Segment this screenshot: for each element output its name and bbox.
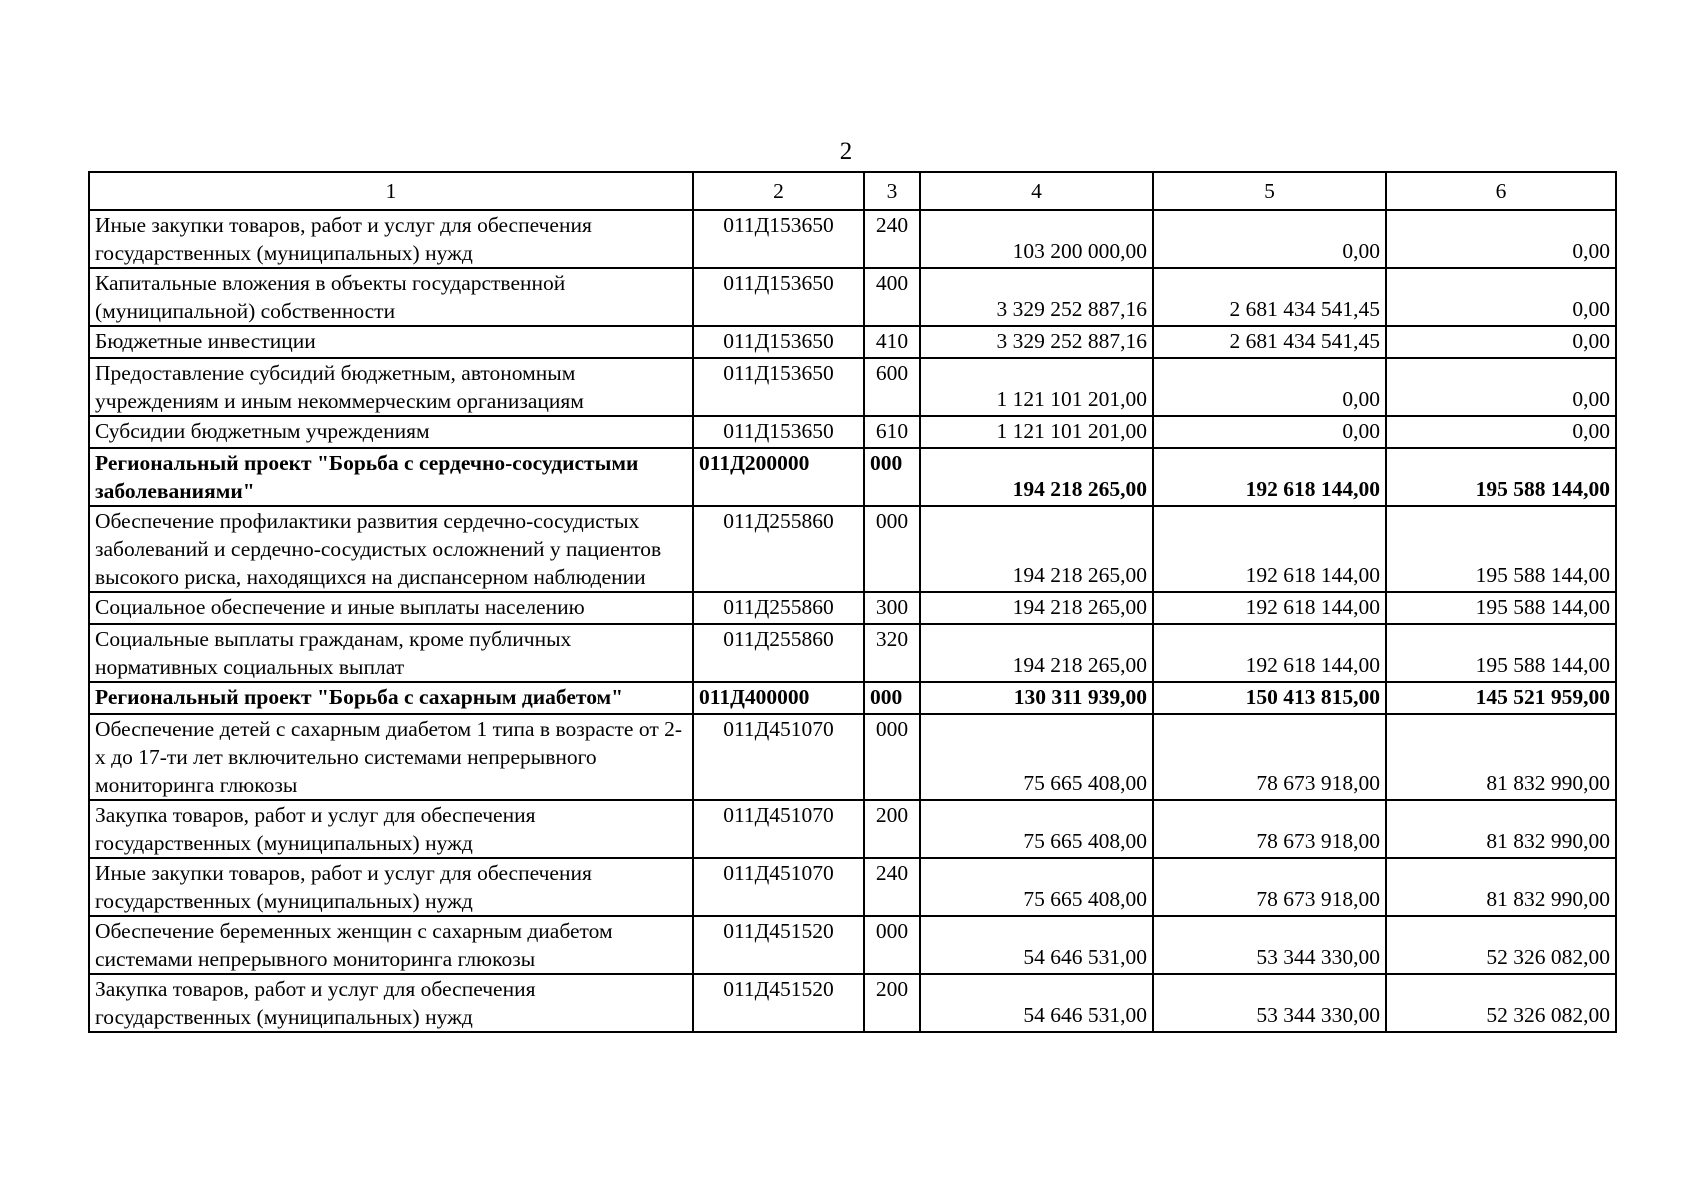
column-header: 2 xyxy=(693,172,864,210)
row-type-cell: 410 xyxy=(864,326,920,358)
table-row xyxy=(89,916,1616,974)
column-header: 5 xyxy=(1153,172,1386,210)
row-name-cell: Социальное обеспечение и иные выплаты населению xyxy=(89,592,693,624)
row-name-cell: Региональный проект "Борьба с сердечно-сосудистыми заболеваниями" xyxy=(89,448,693,506)
row-name-cell: Капитальные вложения в объекты государственной (муниципальной) собственности xyxy=(89,268,693,326)
row-amount-col5-cell: 150 413 815,00 xyxy=(1153,682,1386,714)
table-row xyxy=(89,358,1616,416)
row-name-cell: Субсидии бюджетным учреждениям xyxy=(89,416,693,448)
row-amount-col4-cell: 194 218 265,00 xyxy=(920,624,1153,682)
row-amount-col6-cell: 0,00 xyxy=(1386,326,1616,358)
row-code-cell: 011Д255860 xyxy=(693,506,864,592)
row-code-cell: 011Д400000 xyxy=(693,682,864,714)
row-name-cell: Обеспечение беременных женщин с сахарным диабетом системами непрерывного мониторинга глюкозы xyxy=(89,916,693,974)
row-type-cell: 600 xyxy=(864,358,920,416)
row-amount-col5-cell: 0,00 xyxy=(1153,358,1386,416)
table-row xyxy=(89,326,1616,358)
row-name-cell: Иные закупки товаров, работ и услуг для обеспечения государственных (муниципальных) нужд xyxy=(89,210,693,268)
table-row xyxy=(89,624,1616,682)
row-amount-col5-cell: 53 344 330,00 xyxy=(1153,974,1386,1032)
table-row xyxy=(89,210,1616,268)
row-amount-col4-cell: 75 665 408,00 xyxy=(920,858,1153,916)
row-name-cell: Предоставление субсидий бюджетным, автономным учреждениям и иным некоммерческим организациям xyxy=(89,358,693,416)
row-code-cell: 011Д451070 xyxy=(693,858,864,916)
row-type-cell: 240 xyxy=(864,210,920,268)
row-code-cell: 011Д153650 xyxy=(693,326,864,358)
column-header: 4 xyxy=(920,172,1153,210)
row-name-cell: Иные закупки товаров, работ и услуг для обеспечения государственных (муниципальных) нужд xyxy=(89,858,693,916)
row-type-cell: 300 xyxy=(864,592,920,624)
row-name-cell: Закупка товаров, работ и услуг для обеспечения государственных (муниципальных) нужд xyxy=(89,800,693,858)
row-type-cell: 200 xyxy=(864,800,920,858)
row-amount-col6-cell: 195 588 144,00 xyxy=(1386,448,1616,506)
row-code-cell: 011Д451520 xyxy=(693,974,864,1032)
row-amount-col4-cell: 103 200 000,00 xyxy=(920,210,1153,268)
row-amount-col5-cell: 78 673 918,00 xyxy=(1153,714,1386,800)
row-amount-col6-cell: 0,00 xyxy=(1386,268,1616,326)
row-amount-col5-cell: 192 618 144,00 xyxy=(1153,448,1386,506)
row-amount-col4-cell: 130 311 939,00 xyxy=(920,682,1153,714)
row-amount-col4-cell: 54 646 531,00 xyxy=(920,916,1153,974)
column-header-row xyxy=(89,172,1616,210)
row-type-cell: 000 xyxy=(864,506,920,592)
row-name-cell: Региональный проект "Борьба с сахарным диабетом" xyxy=(89,682,693,714)
budget-table xyxy=(88,171,1617,1033)
row-amount-col6-cell: 81 832 990,00 xyxy=(1386,800,1616,858)
row-amount-col4-cell: 75 665 408,00 xyxy=(920,800,1153,858)
row-amount-col4-cell: 1 121 101 201,00 xyxy=(920,358,1153,416)
row-amount-col5-cell: 0,00 xyxy=(1153,416,1386,448)
row-type-cell: 610 xyxy=(864,416,920,448)
row-code-cell: 011Д255860 xyxy=(693,592,864,624)
row-amount-col4-cell: 194 218 265,00 xyxy=(920,592,1153,624)
row-amount-col4-cell: 54 646 531,00 xyxy=(920,974,1153,1032)
row-type-cell: 400 xyxy=(864,268,920,326)
row-name-cell: Обеспечение профилактики развития сердечно-сосудистых заболеваний и сердечно-сосудистых осложнений у пациентов высокого риска, находящихся на диспансерном наблюдении xyxy=(89,506,693,592)
row-code-cell: 011Д153650 xyxy=(693,268,864,326)
row-type-cell: 200 xyxy=(864,974,920,1032)
table-row xyxy=(89,974,1616,1032)
row-code-cell: 011Д153650 xyxy=(693,358,864,416)
row-amount-col6-cell: 195 588 144,00 xyxy=(1386,506,1616,592)
row-amount-col4-cell: 75 665 408,00 xyxy=(920,714,1153,800)
row-amount-col5-cell: 2 681 434 541,45 xyxy=(1153,326,1386,358)
table-row xyxy=(89,416,1616,448)
row-amount-col4-cell: 1 121 101 201,00 xyxy=(920,416,1153,448)
row-code-cell: 011Д153650 xyxy=(693,210,864,268)
row-amount-col5-cell: 0,00 xyxy=(1153,210,1386,268)
row-amount-col6-cell: 52 326 082,00 xyxy=(1386,916,1616,974)
table-row xyxy=(89,714,1616,800)
table-body xyxy=(89,172,1616,1032)
section-header-row xyxy=(89,448,1616,506)
row-amount-col4-cell: 194 218 265,00 xyxy=(920,506,1153,592)
row-amount-col5-cell: 2 681 434 541,45 xyxy=(1153,268,1386,326)
row-name-cell: Бюджетные инвестиции xyxy=(89,326,693,358)
row-code-cell: 011Д451070 xyxy=(693,714,864,800)
row-type-cell: 000 xyxy=(864,916,920,974)
row-name-cell: Закупка товаров, работ и услуг для обеспечения государственных (муниципальных) нужд xyxy=(89,974,693,1032)
row-name-cell: Обеспечение детей с сахарным диабетом 1 типа в возрасте от 2-х до 17-ти лет включительно системами непрерывного мониторинга глюкозы xyxy=(89,714,693,800)
row-amount-col6-cell: 195 588 144,00 xyxy=(1386,624,1616,682)
row-amount-col4-cell: 3 329 252 887,16 xyxy=(920,326,1153,358)
row-amount-col5-cell: 192 618 144,00 xyxy=(1153,624,1386,682)
table-row xyxy=(89,506,1616,592)
column-header: 6 xyxy=(1386,172,1616,210)
row-code-cell: 011Д200000 xyxy=(693,448,864,506)
table-row xyxy=(89,592,1616,624)
row-type-cell: 240 xyxy=(864,858,920,916)
row-code-cell: 011Д153650 xyxy=(693,416,864,448)
row-amount-col6-cell: 52 326 082,00 xyxy=(1386,974,1616,1032)
row-amount-col6-cell: 0,00 xyxy=(1386,210,1616,268)
row-amount-col6-cell: 0,00 xyxy=(1386,358,1616,416)
row-amount-col6-cell: 145 521 959,00 xyxy=(1386,682,1616,714)
section-header-row xyxy=(89,682,1616,714)
row-code-cell: 011Д255860 xyxy=(693,624,864,682)
page-number: 2 xyxy=(839,138,853,165)
table-row xyxy=(89,800,1616,858)
row-amount-col5-cell: 78 673 918,00 xyxy=(1153,800,1386,858)
row-code-cell: 011Д451070 xyxy=(693,800,864,858)
row-amount-col5-cell: 192 618 144,00 xyxy=(1153,506,1386,592)
row-amount-col4-cell: 3 329 252 887,16 xyxy=(920,268,1153,326)
table-row xyxy=(89,858,1616,916)
row-amount-col6-cell: 195 588 144,00 xyxy=(1386,592,1616,624)
row-amount-col5-cell: 192 618 144,00 xyxy=(1153,592,1386,624)
row-amount-col6-cell: 0,00 xyxy=(1386,416,1616,448)
row-type-cell: 000 xyxy=(864,714,920,800)
row-code-cell: 011Д451520 xyxy=(693,916,864,974)
row-type-cell: 000 xyxy=(864,448,920,506)
table-row xyxy=(89,268,1616,326)
column-header: 3 xyxy=(864,172,920,210)
row-amount-col6-cell: 81 832 990,00 xyxy=(1386,714,1616,800)
row-type-cell: 320 xyxy=(864,624,920,682)
column-header: 1 xyxy=(89,172,693,210)
row-amount-col4-cell: 194 218 265,00 xyxy=(920,448,1153,506)
row-amount-col5-cell: 78 673 918,00 xyxy=(1153,858,1386,916)
row-amount-col6-cell: 81 832 990,00 xyxy=(1386,858,1616,916)
row-type-cell: 000 xyxy=(864,682,920,714)
row-amount-col5-cell: 53 344 330,00 xyxy=(1153,916,1386,974)
row-name-cell: Социальные выплаты гражданам, кроме публичных нормативных социальных выплат xyxy=(89,624,693,682)
